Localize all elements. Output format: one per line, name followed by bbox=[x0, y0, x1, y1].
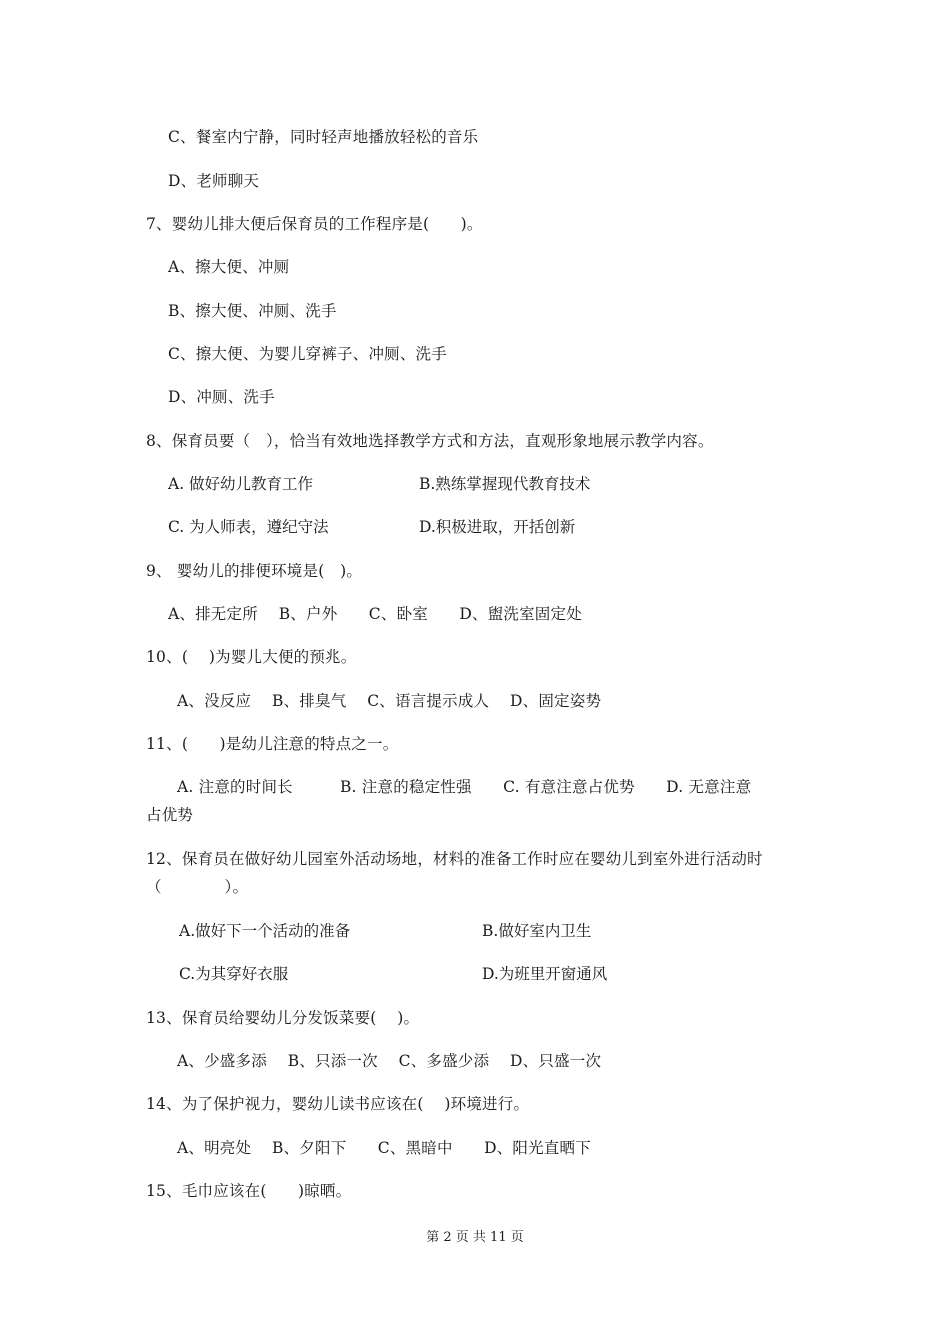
q9-options: A、排无定所 B、户外 C、卧室 D、盥洗室固定处 bbox=[168, 605, 582, 623]
q8-option-c: C. 为人师表，遵纪守法 bbox=[168, 518, 329, 536]
question-12-cont: （ ）。 bbox=[146, 878, 249, 896]
question-8: 8、保育员要（ ），恰当有效地选择教学方式和方法，直观形象地展示教学内容。 bbox=[146, 432, 714, 450]
q12-option-c: C.为其穿好衣服 bbox=[179, 965, 289, 983]
page-footer: 第 2 页 共 11 页 bbox=[426, 1230, 524, 1245]
question-14: 14、为了保护视力，婴幼儿读书应该在( )环境进行。 bbox=[146, 1095, 530, 1113]
question-13: 13、保育员给婴幼儿分发饭菜要( )。 bbox=[146, 1009, 420, 1027]
q12-option-d: D.为班里开窗通风 bbox=[482, 965, 608, 983]
q10-options: A、没反应 B、排臭气 C、语言提示成人 D、固定姿势 bbox=[177, 692, 602, 710]
q7-option-c: C、擦大便、为婴儿穿裤子、冲厕、洗手 bbox=[168, 345, 447, 363]
question-11: 11、( )是幼儿注意的特点之一。 bbox=[146, 735, 399, 753]
q6-option-c: C、餐室内宁静，同时轻声地播放轻松的音乐 bbox=[168, 128, 479, 146]
question-9: 9、 婴幼儿的排便环境是( )。 bbox=[146, 562, 363, 580]
question-15: 15、毛巾应该在( )晾晒。 bbox=[146, 1182, 352, 1200]
q11-options-cont: 占优势 bbox=[146, 806, 194, 824]
q12-option-a: A.做好下一个活动的准备 bbox=[179, 922, 351, 940]
q13-options: A、少盛多添 B、只添一次 C、多盛少添 D、只盛一次 bbox=[177, 1052, 602, 1070]
question-7: 7、婴幼儿排大便后保育员的工作程序是( )。 bbox=[146, 215, 483, 233]
q8-option-b: B.熟练掌握现代教育技术 bbox=[419, 475, 591, 493]
question-12: 12、保育员在做好幼儿园室外活动场地，材料的准备工作时应在婴幼儿到室外进行活动时 bbox=[146, 850, 763, 868]
q14-options: A、明亮处 B、夕阳下 C、黑暗中 D、阳光直晒下 bbox=[177, 1139, 591, 1157]
question-10: 10、( )为婴儿大便的预兆。 bbox=[146, 648, 357, 666]
q11-options: A. 注意的时间长 B. 注意的稳定性强 C. 有意注意占优势 D. 无意注意 bbox=[177, 778, 752, 796]
q7-option-b: B、擦大便、冲厕、洗手 bbox=[168, 302, 337, 320]
q7-option-a: A、擦大便、冲厕 bbox=[168, 258, 290, 276]
q6-option-d: D、老师聊天 bbox=[168, 172, 260, 190]
q12-option-b: B.做好室内卫生 bbox=[482, 922, 592, 940]
q8-option-d: D.积极进取，开括创新 bbox=[419, 518, 576, 536]
q7-option-d: D、冲厕、洗手 bbox=[168, 388, 275, 406]
q8-option-a: A. 做好幼儿教育工作 bbox=[168, 475, 314, 493]
